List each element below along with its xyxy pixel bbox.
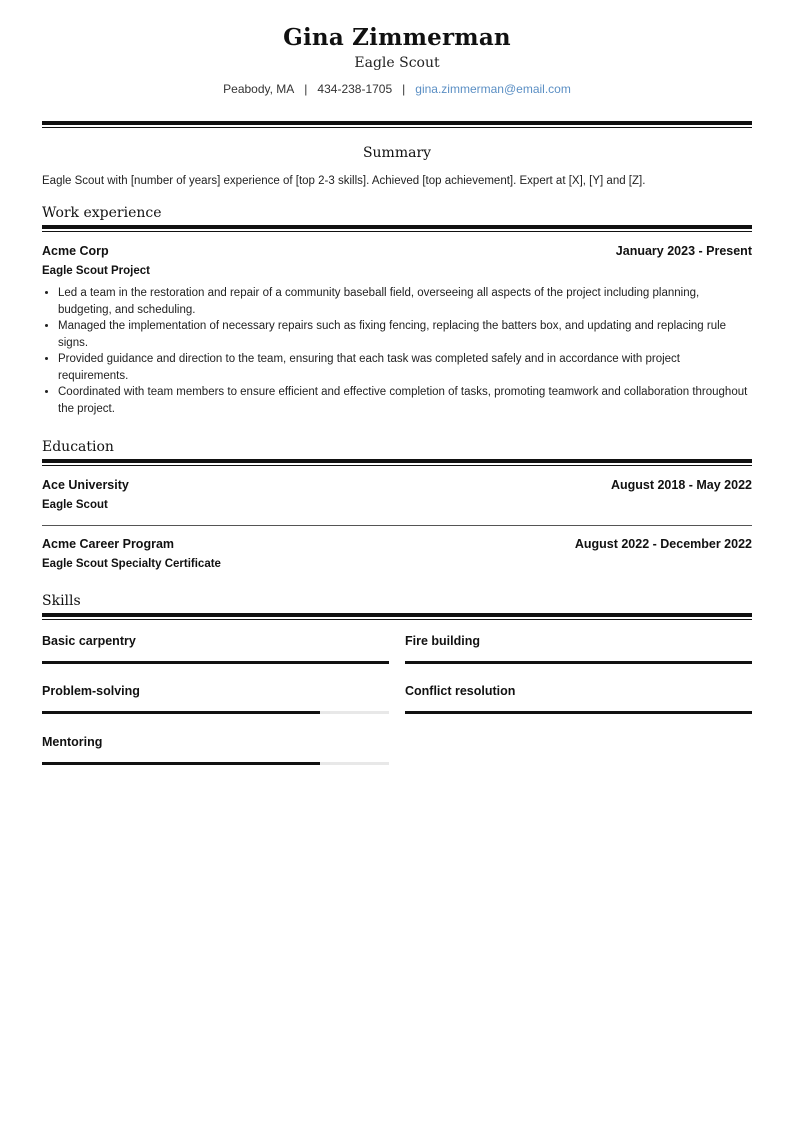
education-school: Acme Career Program xyxy=(42,537,175,551)
skill-item xyxy=(42,714,389,765)
section-divider-thin xyxy=(42,231,752,232)
contact-line xyxy=(42,81,752,97)
work-experience-heading: Work experience xyxy=(42,205,162,221)
skill-item xyxy=(405,620,752,664)
skill-name: Problem-solving xyxy=(42,684,140,698)
work-bullet-list xyxy=(42,285,752,417)
resume-header xyxy=(42,0,752,97)
work-entry-header xyxy=(42,243,752,259)
education-entry-header xyxy=(42,477,752,493)
skill-level-fill xyxy=(405,711,752,714)
skill-level-fill xyxy=(42,711,320,714)
work-company: Acme Corp xyxy=(42,244,109,258)
skill-level-bar xyxy=(42,711,389,714)
summary-text: Eagle Scout with [number of years] experience of [top 2-3 skills]. Achieved [top achievement]. Expert at [X], [Y] and [Z]. xyxy=(42,175,646,187)
skill-item xyxy=(42,620,389,664)
skill-level-fill xyxy=(405,661,752,664)
work-entry xyxy=(42,243,752,417)
work-bullet: • Managed the implementation of necessary repairs such as fixing fencing, replacing the batters box, and updating and replacing rule signs. xyxy=(58,318,752,351)
education-dates: August 2018 - May 2022 xyxy=(610,478,752,492)
candidate-role: Eagle Scout xyxy=(354,55,440,71)
skills-heading: Skills xyxy=(42,593,81,609)
section-divider xyxy=(42,613,752,617)
section-divider-thin xyxy=(42,465,752,466)
header-divider-thin xyxy=(42,127,752,128)
education-degree: Eagle Scout xyxy=(42,499,108,511)
contact-location: Peabody, MA xyxy=(223,82,295,96)
summary-heading: Summary xyxy=(362,145,432,161)
skill-level-fill xyxy=(42,762,320,765)
work-bullet: • Led a team in the restoration and repair of a community baseball field, overseeing all aspects of the project including planning, budgeting, and scheduling. xyxy=(58,285,752,318)
work-bullet: • Provided guidance and direction to the team, ensuring that each task was completed safely and in accordance with project requirements. xyxy=(58,351,752,384)
skill-level-bar xyxy=(405,711,752,714)
education-dates: August 2022 - December 2022 xyxy=(574,537,752,551)
skill-item xyxy=(405,664,752,714)
skill-level-bar xyxy=(42,661,389,664)
header-divider xyxy=(42,121,752,125)
skill-name: Conflict resolution xyxy=(405,684,516,698)
education-entry xyxy=(42,477,752,513)
skill-name: Mentoring xyxy=(42,735,103,749)
contact-separator: | xyxy=(402,82,406,96)
skill-level-fill xyxy=(42,661,389,664)
skill-name: Fire building xyxy=(405,634,480,648)
work-position: Eagle Scout Project xyxy=(42,265,151,277)
education-entry xyxy=(42,536,752,572)
candidate-name: Gina Zimmerman xyxy=(283,24,511,51)
education-heading: Education xyxy=(42,439,114,455)
education-entry-header xyxy=(42,536,752,552)
work-bullet: • Coordinated with team members to ensure efficient and effective completion of tasks, promoting teamwork and collaboration throughout the project. xyxy=(58,384,752,417)
work-dates: January 2023 - Present xyxy=(615,244,752,258)
education-school: Ace University xyxy=(42,478,129,492)
skill-name: Basic carpentry xyxy=(42,634,136,648)
contact-separator: | xyxy=(304,82,308,96)
contact-email-link[interactable]: gina.zimmerman@email.com xyxy=(415,82,571,96)
skill-item xyxy=(42,664,389,714)
section-divider xyxy=(42,225,752,229)
section-divider xyxy=(42,459,752,463)
entry-divider xyxy=(42,525,752,526)
education-degree: Eagle Scout Specialty Certificate xyxy=(42,558,221,570)
skills-grid xyxy=(42,620,752,765)
skill-level-bar xyxy=(42,762,389,765)
skill-level-bar xyxy=(405,661,752,664)
contact-phone: 434-238-1705 xyxy=(317,82,393,96)
